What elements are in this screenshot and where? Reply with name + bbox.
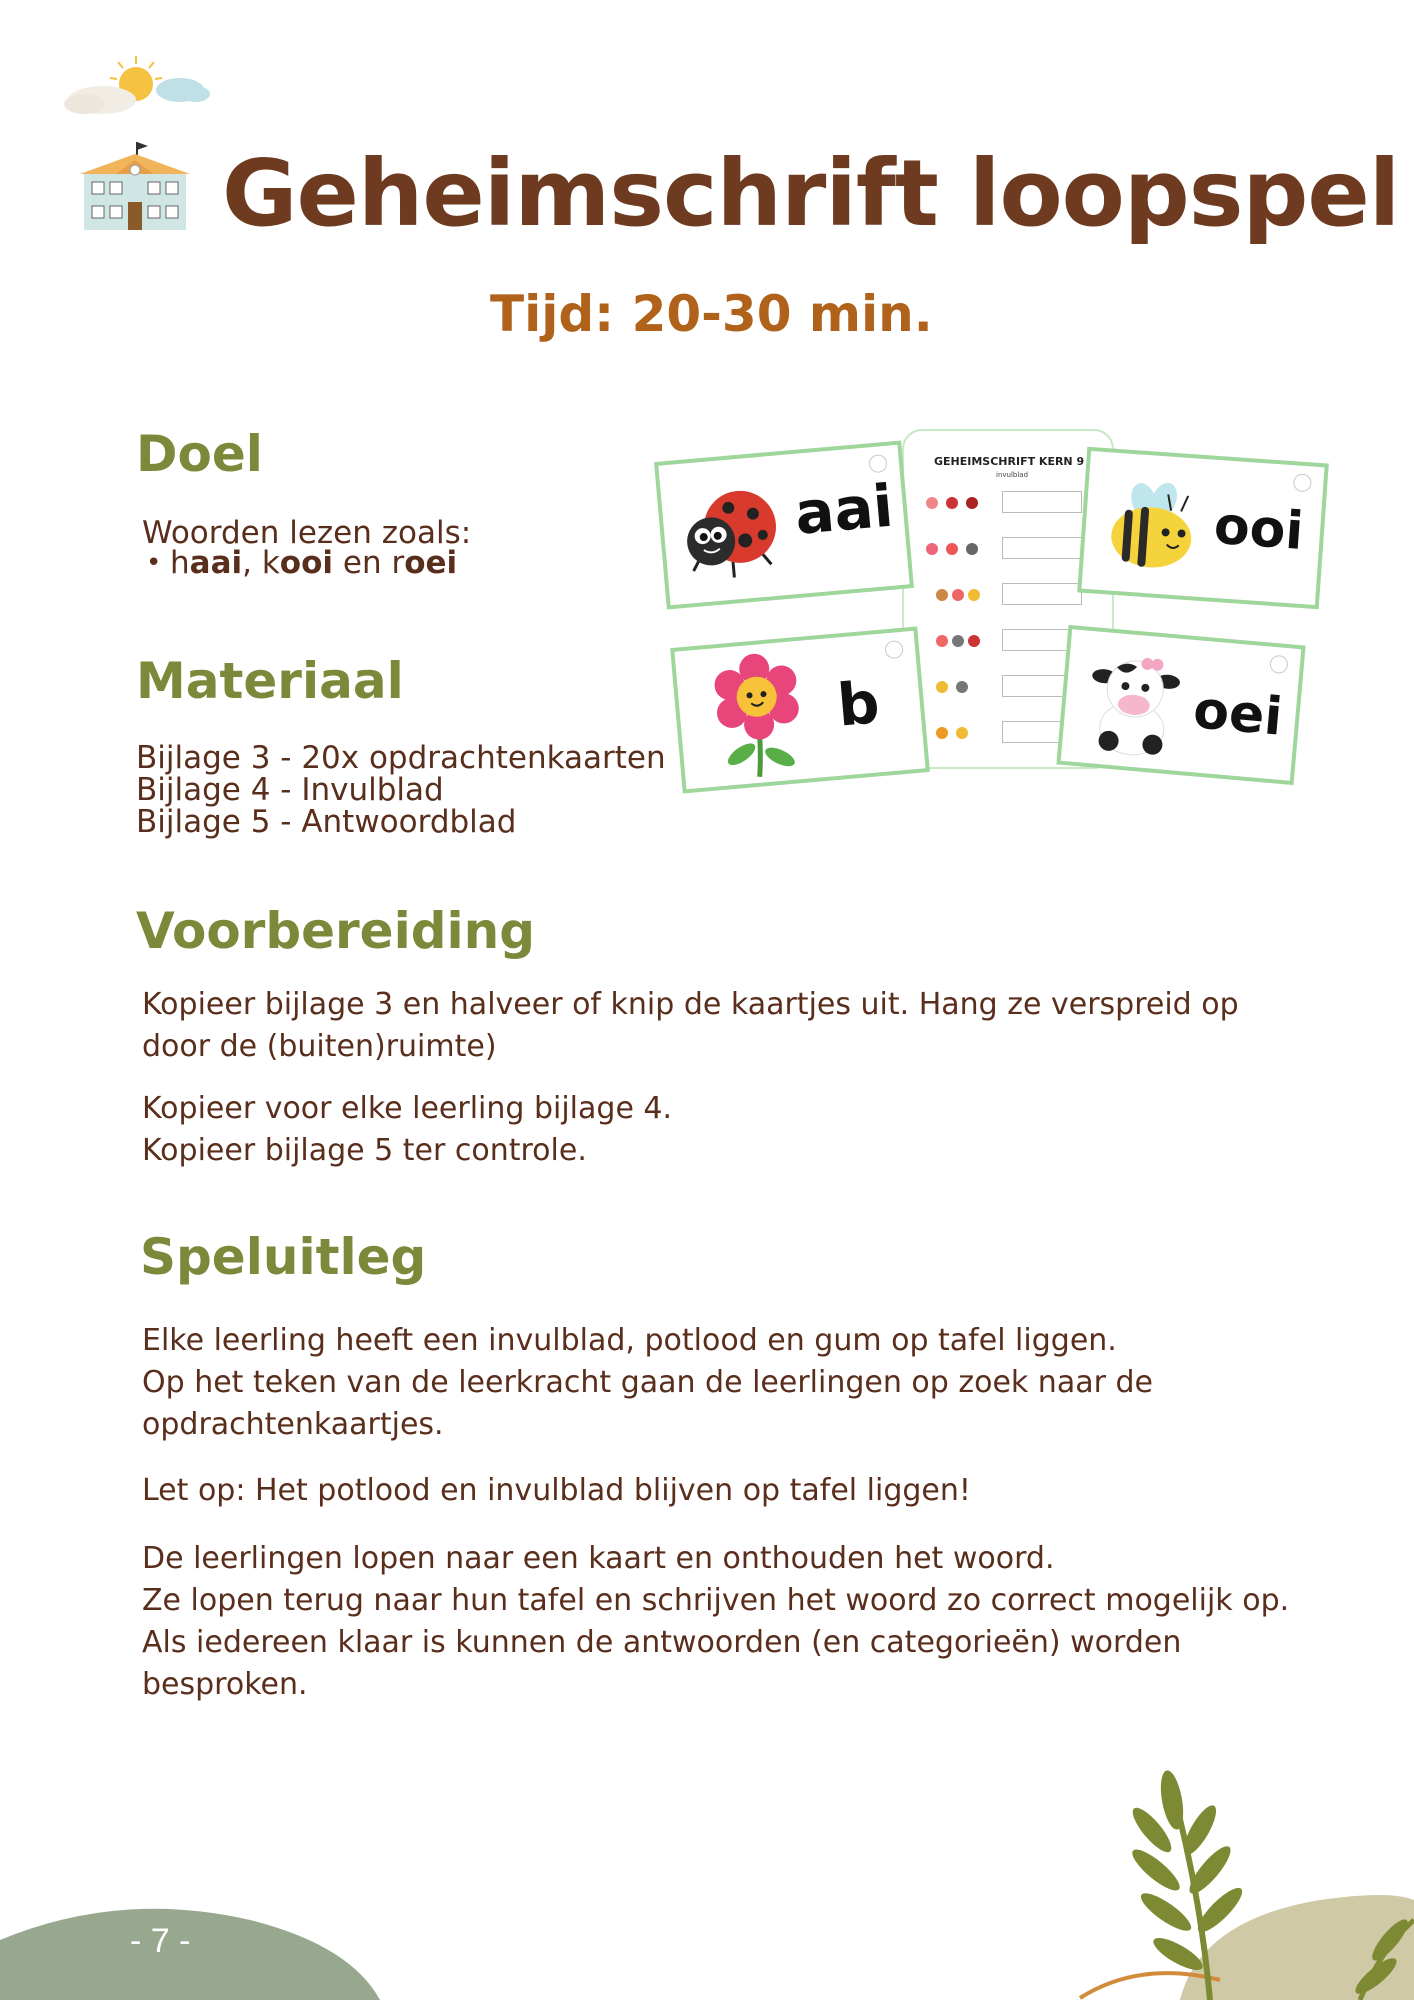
time-subtitle: Tijd: 20-30 min. bbox=[490, 285, 933, 343]
text-line: Kopieer bijlage 5 ter controle. bbox=[142, 1133, 587, 1168]
card-word-ooi: ooi bbox=[1212, 495, 1306, 562]
card-word-aai: aai bbox=[792, 471, 896, 548]
text-line: Op het teken van de leerkracht gaan de leerlingen op zoek naar de opdrachtenkaartjes. bbox=[142, 1365, 1153, 1442]
cow-icon bbox=[1079, 645, 1188, 763]
ladybug-icon bbox=[676, 478, 784, 586]
text-line: Kopieer voor elke leerling bijlage 4. bbox=[142, 1091, 673, 1126]
text-line: Ze lopen terug naar hun tafel en schrijven het woord zo correct mogelijk op. bbox=[142, 1583, 1290, 1618]
doel-list bbox=[170, 542, 457, 584]
card-oei bbox=[1056, 625, 1305, 785]
list-item: Bijlage 4 - Invulblad bbox=[136, 772, 444, 808]
flower-icon bbox=[703, 649, 814, 785]
sun-clouds-icon bbox=[62, 54, 212, 118]
voorbereiding-heading: Voorbereiding bbox=[136, 902, 536, 960]
text-line: Als iedereen klaar is kunnen de antwoorden (en categorieën) worden besproken. bbox=[142, 1625, 1182, 1702]
doel-heading: Doel bbox=[136, 425, 263, 483]
bee-icon bbox=[1103, 472, 1210, 579]
card-aai bbox=[654, 440, 914, 609]
card-word-b: b bbox=[834, 668, 883, 740]
voorbereiding-paragraph-2 bbox=[142, 1088, 1292, 1172]
list-item: Bijlage 5 - Antwoordblad bbox=[136, 804, 517, 840]
card-word-oei: oei bbox=[1190, 680, 1285, 748]
materiaal-list bbox=[136, 742, 666, 838]
speluitleg-paragraph-2: Let op: Het potlood en invulblad blijven op tafel liggen! bbox=[142, 1473, 971, 1508]
worksheet-subtitle: invulblad bbox=[996, 471, 1029, 479]
card-b bbox=[670, 626, 930, 793]
voorbereiding-paragraph-1: Kopieer bijlage 3 en halveer of knip de kaartjes uit. Hang ze verspreid op door de (buiten)ruimte) bbox=[142, 987, 1239, 1064]
leaf-plant-decoration bbox=[1060, 1770, 1414, 2000]
page-title: Geheimschrift loopspel bbox=[222, 140, 1400, 247]
list-item: Bijlage 3 - 20x opdrachtenkaarten bbox=[136, 740, 666, 776]
card-ooi bbox=[1077, 447, 1329, 610]
text-line: Elke leerling heeft een invulblad, potlood en gum op tafel liggen. bbox=[142, 1323, 1117, 1358]
cards-illustration bbox=[650, 425, 1330, 795]
speluitleg-paragraph-1 bbox=[142, 1320, 1302, 1446]
worksheet-title: GEHEIMSCHRIFT KERN 9 bbox=[934, 455, 1085, 468]
page-number: - 7 - bbox=[130, 1922, 191, 1960]
speluitleg-paragraph-3 bbox=[142, 1538, 1302, 1706]
school-building-icon bbox=[76, 140, 194, 232]
text-line: De leerlingen lopen naar een kaart en onthouden het woord. bbox=[142, 1541, 1055, 1576]
speluitleg-heading: Speluitleg bbox=[140, 1228, 427, 1286]
materiaal-heading: Materiaal bbox=[136, 652, 404, 710]
doel-intro: Woorden lezen zoals: bbox=[142, 515, 472, 551]
list-item: • haai, kooi en roei bbox=[170, 542, 457, 584]
